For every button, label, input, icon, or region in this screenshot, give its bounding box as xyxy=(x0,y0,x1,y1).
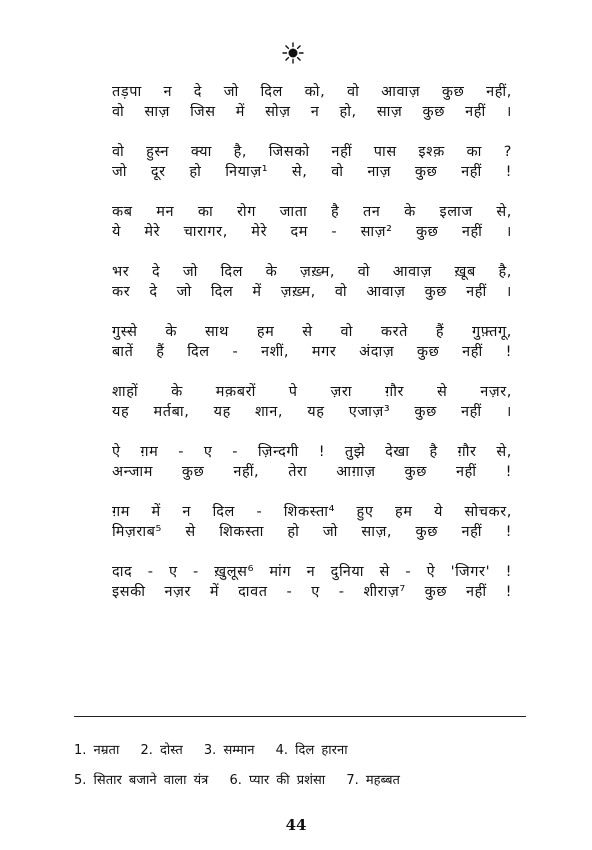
verse-line: कब मन का रोग जाता है तन के इलाज से, xyxy=(112,204,512,220)
footnote-text: महब्बत xyxy=(365,773,400,788)
verse-line: शाहों के मक़बरों पे ज़रा ग़ौर से नज़र, xyxy=(112,384,512,400)
footnote-text: दोस्त xyxy=(160,743,183,758)
footnote-number: 1. xyxy=(74,743,87,758)
verse-line: मिज़राब⁵ से शिकस्ता हो जो साज़, कुछ नहीं ! xyxy=(112,524,512,540)
poem xyxy=(112,82,512,602)
footnote-number: 6. xyxy=(229,773,242,788)
stanza xyxy=(112,142,512,182)
verse-line: वो हुस्न क्या है, जिसको नहीं पास इश्क़ का ? xyxy=(112,144,512,160)
footnote-divider xyxy=(74,716,526,717)
stanza xyxy=(112,202,512,242)
verse-line: तड़पा न दे जो दिल को, वो आवाज़ कुछ नहीं, xyxy=(112,84,512,100)
verse-line: इसकी नज़र में दावत - ए - शीराज़⁷ कुछ नहीं ! xyxy=(112,584,512,600)
verse-line: यह मर्तबा, यह शान, यह एजाज़³ कुछ नहीं । xyxy=(112,404,512,420)
stanza xyxy=(112,502,512,542)
footnote xyxy=(276,743,348,758)
footnote-text: प्यार की प्रशंसा xyxy=(249,773,326,788)
sun-icon xyxy=(282,42,304,64)
footnote xyxy=(346,773,400,788)
footnotes xyxy=(74,736,526,796)
verse-line: जो दूर हो नियाज़¹ से, वो नाज़ कुछ नहीं ! xyxy=(112,164,512,180)
footnote-row xyxy=(74,736,526,766)
footnote-number: 5. xyxy=(74,773,87,788)
footnote-row xyxy=(74,766,526,796)
footnote xyxy=(74,743,119,758)
footnote xyxy=(204,743,255,758)
stanza xyxy=(112,262,512,302)
stanza xyxy=(112,442,512,482)
verse-line: गुस्से के साथ हम से वो करते हैं गुफ़्तगू, xyxy=(112,324,512,340)
verse-line: वो साज़ जिस में सोज़ न हो, साज़ कुछ नहीं । xyxy=(112,104,512,120)
stanza xyxy=(112,382,512,422)
verse-line: कर दे जो दिल में ज़ख़्म, वो आवाज़ कुछ नहीं । xyxy=(112,284,512,300)
verse-line: ग़म में न दिल - शिकस्ता⁴ हुए हम ये सोचकर, xyxy=(112,504,512,520)
footnote xyxy=(74,773,208,788)
page-number: 44 xyxy=(285,816,307,834)
stanza xyxy=(112,562,512,602)
footnote-number: 7. xyxy=(346,773,359,788)
footnote-number: 4. xyxy=(275,743,289,758)
verse-line: ऐ ग़म - ए - ज़िन्दगी ! तुझे देखा है ग़ौर से, xyxy=(112,444,512,460)
footnote-number: 2. xyxy=(140,743,153,758)
stanza xyxy=(112,82,512,122)
stanza xyxy=(112,322,512,362)
footnote-text: सितार बजाने वाला यंत्र xyxy=(93,773,209,788)
verse-line: ये मेरे चारागर, मेरे दम - साज़² कुछ नहीं । xyxy=(112,224,512,240)
verse-line: दाद - ए - ख़ुलूस⁶ मांग न दुनिया से - ऐ 'जिगर' ! xyxy=(112,564,512,580)
verse-line: बातें हैं दिल - नशीं, मगर अंदाज़ कुछ नहीं ! xyxy=(112,344,512,360)
footnote-text: दिल हारना xyxy=(295,743,348,758)
verse-line: भर दे जो दिल के ज़ख़्म, वो आवाज़ ख़ूब है, xyxy=(112,264,512,280)
footnote-text: सम्मान xyxy=(223,743,255,758)
footnote xyxy=(140,743,182,758)
footnote-number: 3. xyxy=(203,743,217,758)
footnote-text: नम्रता xyxy=(93,743,120,758)
footnote xyxy=(229,773,325,788)
verse-line: अन्जाम कुछ नहीं, तेरा आग़ाज़ कुछ नहीं ! xyxy=(112,464,512,480)
